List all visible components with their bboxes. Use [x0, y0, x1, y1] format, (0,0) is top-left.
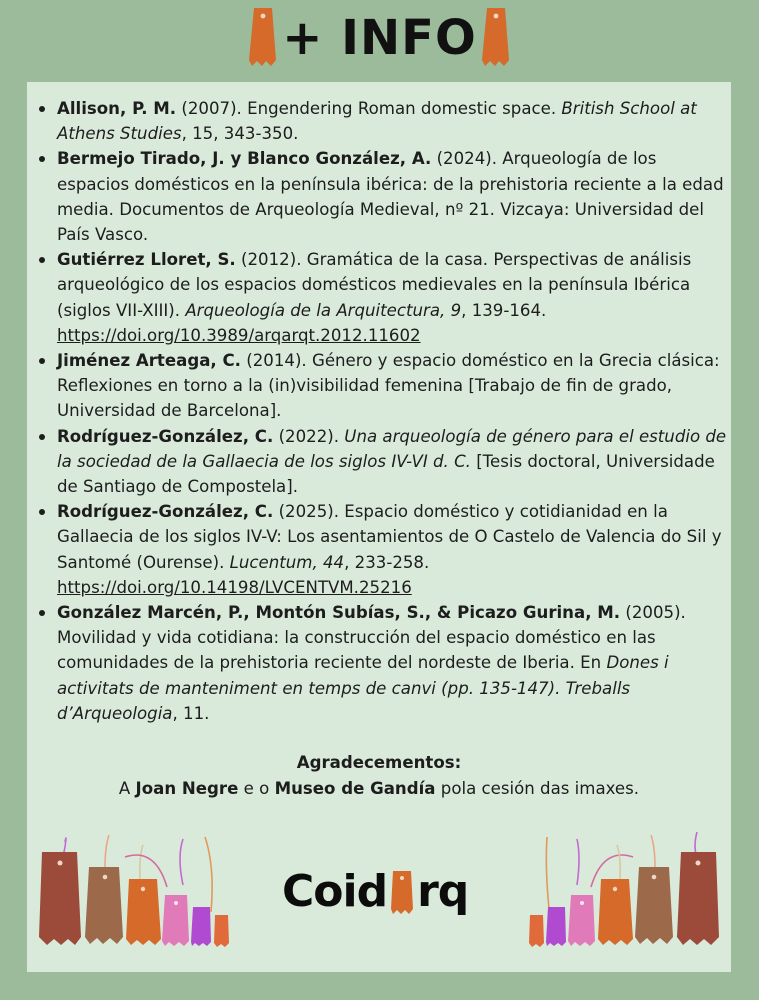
reference-item	[57, 424, 727, 500]
reference-authors: Rodríguez-González, C.	[57, 426, 274, 446]
bullet	[39, 509, 45, 515]
reference-year: (2014).	[246, 351, 307, 371]
ack-pre: A	[118, 779, 136, 798]
ack-museum: Museo de Gandía	[274, 779, 436, 798]
acknowledgements-title: Agradecementos:	[296, 753, 462, 772]
reference-authors: Bermejo Tirado, J. y Blanco González, A.	[57, 149, 432, 169]
stone-pendant-icon	[389, 869, 415, 915]
pendant-group-icon	[35, 827, 231, 952]
reference-item	[57, 96, 727, 146]
page-title: + INFO	[282, 10, 477, 66]
reference-authors: Allison, P. M.	[57, 99, 177, 118]
reference-authors: Rodríguez-González, C.	[57, 502, 274, 522]
reference-authors: Jiménez Arteaga, C.	[57, 351, 241, 371]
reference-title: Una arqueología de género para el estudio de la sociedad de la Gallaecia de los siglos IV-VI d. C.	[57, 426, 727, 471]
header	[0, 0, 759, 80]
reference-year: (2025).	[278, 502, 340, 522]
reference-list	[57, 96, 727, 726]
reference-year: (2012).	[241, 250, 302, 270]
info-panel	[27, 82, 731, 972]
bullet	[39, 156, 45, 162]
reference-item	[57, 348, 727, 424]
reference-tail: , 11.	[172, 703, 210, 723]
reference-year: (2005).	[625, 603, 686, 623]
reference-item	[57, 499, 727, 600]
reference-year: (2022).	[278, 426, 340, 446]
reference-tail: , 233-258.	[344, 552, 430, 572]
bullet	[39, 358, 45, 364]
reference-authors: González Marcén, P., Montón Subías, S., & Picazo Gurina, M.	[57, 603, 621, 623]
logo-text-post: rq	[417, 866, 469, 917]
bullet	[39, 257, 45, 263]
ack-post: pola cesión das imaxes.	[435, 779, 640, 798]
reference-tail: , 139-164.	[461, 300, 547, 320]
reference-item	[57, 600, 727, 726]
reference-text: Engendering Roman domestic space.	[241, 99, 562, 118]
bullet	[39, 106, 45, 112]
reference-text: Género y espacio doméstico en la Grecia clásica: Reflexiones en torno a la (in)visibilidad femenina [Trabajo de fin de grado, Universidad de Barcelona].	[57, 351, 720, 421]
reference-item	[57, 146, 727, 247]
reference-journal: British School at Athens Studies	[57, 99, 697, 144]
pendant-group-icon	[527, 827, 723, 952]
reference-year: (2007).	[181, 99, 242, 118]
doi-link[interactable]: https://doi.org/10.14198/LVCENTVM.25216	[57, 577, 412, 597]
logo-text-pre: Coid	[282, 866, 388, 917]
reference-text: Arqueología de los espacios domésticos en la península ibérica: de la prehistoria reciente a la edad media. Documentos de Arqueología Medieval, nº 21. Vizcaya: Universidad del País Vasco.	[57, 149, 724, 245]
bullet	[39, 610, 45, 616]
bullet	[39, 434, 45, 440]
reference-tail: [Tesis doctoral, Universidade de Santiago de Compostela].	[57, 451, 715, 497]
reference-journal: Lucentum, 44	[229, 552, 345, 572]
coidarq-logo	[282, 860, 482, 920]
reference-text: Gramática de la casa. Perspectivas de análisis arqueológico de los espacios domésticos medievales en la península Ibérica (siglos VII-XIII).	[57, 250, 692, 320]
ack-person: Joan Negre	[135, 779, 239, 798]
stone-pendant-icon	[480, 6, 512, 68]
reference-item	[57, 247, 727, 348]
reference-year: (2024).	[436, 149, 498, 169]
acknowledgements	[27, 750, 731, 802]
reference-text: Movilidad y vida cotidiana: la construcción del espacio doméstico en las comunidades de la prehistoria reciente del nordeste de Iberia. En	[57, 628, 656, 673]
reference-text: Espacio doméstico y cotidianidad en la Gallaecia de los siglos IV-V: Los asentamientos de O Castelo de Valencia do Sil y Santomé (Ourense).	[57, 502, 722, 572]
doi-link[interactable]: https://doi.org/10.3989/arqarqt.2012.11602	[57, 325, 421, 345]
reference-book: Dones i activitats de manteniment en temps de canvi (pp. 135-147). Treballs d’Arqueologia	[57, 653, 669, 723]
reference-journal: Arqueología de la Arquitectura, 9	[185, 300, 462, 320]
ack-mid: e o	[238, 779, 275, 798]
reference-authors: Gutiérrez Lloret, S.	[57, 250, 236, 270]
reference-tail: , 15, 343-350.	[181, 124, 299, 144]
